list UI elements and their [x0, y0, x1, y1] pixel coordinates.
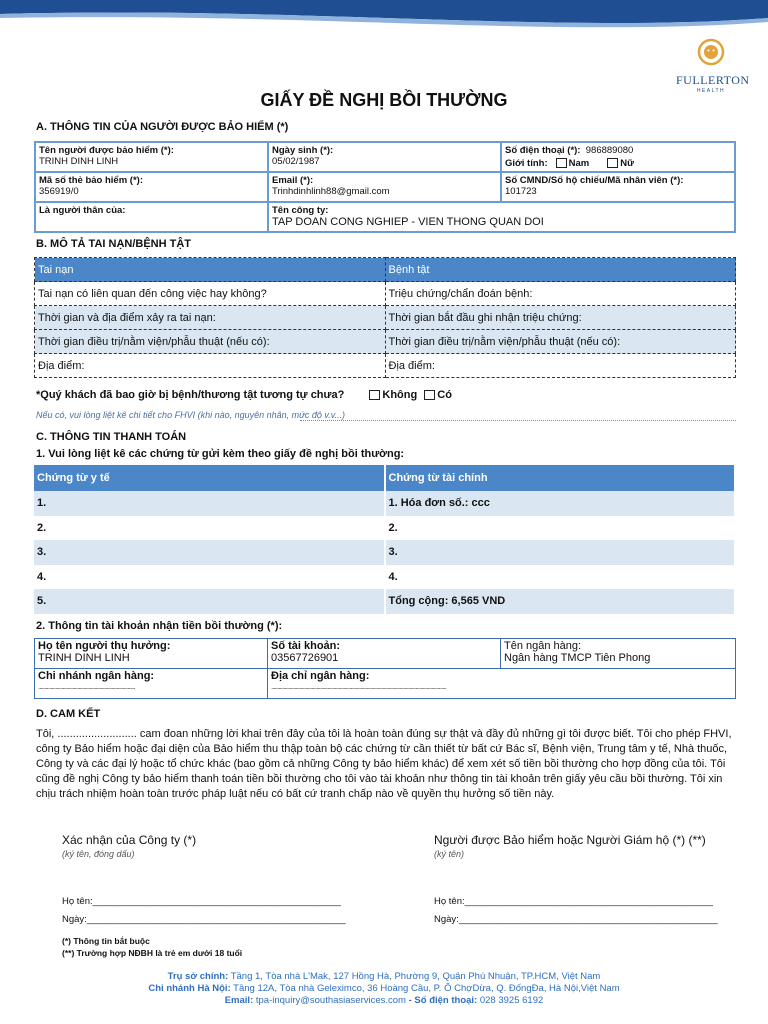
prior-illness-text: *Quý khách đã bao giờ bị bệnh/thương tật tương tự chưa? [36, 389, 345, 401]
prior-illness-detail-line[interactable] [300, 420, 736, 421]
email-label: Email (*): [272, 175, 314, 186]
insured-signature-title: Người được Bảo hiểm hoặc Người Giám hộ (*) (**) [434, 833, 706, 847]
branch-label: Chi nhánh ngân hàng: [38, 670, 155, 682]
prior-no-checkbox[interactable] [369, 390, 380, 400]
medical-doc-1[interactable]: 1. [34, 491, 385, 516]
footer-hq [0, 971, 768, 982]
footer-phone-label: - Số điện thoại: [408, 995, 478, 1006]
section-d-heading: D. CAM KẾT [36, 708, 101, 720]
prior-illness-question [36, 389, 452, 401]
brand-name: FULLERTON [676, 73, 750, 87]
footer-contact [0, 995, 768, 1006]
footer-email-label: Email: [224, 995, 254, 1006]
insured-info-table [34, 141, 736, 233]
gender-label: Giới tính: [505, 158, 548, 169]
accident-work-related[interactable]: Tai nạn có liên quan đến công việc hay không? [35, 282, 386, 306]
bank-account-table [34, 638, 736, 699]
card-label: Mã số thẻ bảo hiểm (*): [39, 175, 143, 186]
medical-doc-4[interactable]: 4. [34, 565, 385, 590]
relative-label: Là người thân của: [39, 205, 126, 216]
insured-name-line[interactable]: Họ tên:_______________________________________________ [434, 896, 713, 907]
financial-docs-header: Chứng từ tài chính [385, 465, 736, 491]
insured-signature-sub: (ký tên) [434, 849, 465, 859]
section-b-heading: B. MÔ TẢ TAI NẠN/BỆNH TẬT [36, 238, 192, 250]
company-field[interactable]: TAP DOAN CONG NGHIEP - VIEN THONG QUAN DOI [272, 216, 544, 228]
footer-phone: 028 3925 6192 [479, 995, 544, 1006]
prior-illness-note: Nếu có, vui lòng liệt kê chi tiết cho FHVI (khi nào, nguyên nhân, mức độ v.v...) [36, 410, 346, 420]
gender-female-label: Nữ [620, 158, 634, 169]
accident-location[interactable]: Địa điểm: [35, 354, 386, 378]
dob-field[interactable]: 05/02/1987 [272, 156, 320, 167]
insured-signature [434, 833, 706, 859]
incident-table [34, 257, 736, 378]
company-confirmation-sub: (ký tên, đóng dấu) [62, 849, 135, 859]
phone-label: Số điện thoại (*): [505, 145, 581, 156]
financial-total[interactable]: Tổng cộng: 6,565 VND [385, 589, 736, 614]
company-name-line[interactable]: Họ tên:_______________________________________________ [62, 896, 341, 907]
illness-onset[interactable]: Thời gian bắt đầu ghi nhận triệu chứng: [385, 306, 736, 330]
bank-address-label: Địa chỉ ngân hàng: [271, 670, 370, 682]
id-label: Số CMND/Số hộ chiếu/Mã nhân viên (*): [505, 175, 684, 186]
insured-name-label: Tên người được bảo hiểm (*): [39, 145, 174, 156]
accident-header: Tai nạn [35, 258, 386, 282]
documents-table [34, 465, 736, 614]
company-date-line[interactable]: Ngày:_________________________________________________ [62, 914, 346, 925]
prior-no-label: Không [382, 389, 418, 401]
phone-field[interactable]: 986889080 [585, 145, 634, 156]
bank-field[interactable]: Ngân hàng TMCP Tiên Phong [504, 652, 651, 664]
financial-doc-3[interactable]: 3. [385, 540, 736, 565]
page-title: GIẤY ĐỀ NGHỊ BỒI THƯỜNG [260, 90, 508, 110]
footer-email[interactable]: tpa-inquiry@southasiaservices.com [255, 995, 406, 1006]
footnote-minor: (**) Trường hợp NĐBH là trẻ em dưới 18 tuổi [62, 948, 243, 958]
insured-name-field[interactable]: TRINH DINH LINH [39, 156, 119, 167]
gender-female-checkbox[interactable] [607, 158, 618, 168]
prior-yes-checkbox[interactable] [424, 390, 435, 400]
footer-hanoi-address: Tầng 12A, Tòa nhà Geleximco, 36 Hoàng Cầu, P. Ô ChợDừa, Q. ĐốngĐa, Hà Nội,Việt Nam [233, 983, 620, 994]
accident-time-place[interactable]: Thời gian và địa điểm xảy ra tai nạn: [35, 306, 386, 330]
illness-location[interactable]: Địa điểm: [385, 354, 736, 378]
commitment-paragraph: Tôi, .......................... cam đoan những lời khai trên đây của tôi là hoàn toàn đúng sự thật và đầy đủ những gì tôi được biết. Tôi cho phép FHVI, công ty Bảo hiểm hoặc đại diện của Bảo hiểm thu thập toàn bộ các chứng từ cần thiết từ bất cứ Bác sĩ, Bệnh viện, Trung tâm y tế, Nhà thuốc, Công ty và các đại lý hoặc tổ chức khác (bao gồm cả những Công ty bảo hiểm khác) để xem xét số tiền bồi thường cho hợp đồng của tôi. Tôi cũng đề nghị Công ty bảo hiểm thanh toán tiền bồi thường cho tôi vào tài khoản như thông tin tài khoản trên giấy yêu cầu bồi thường. Tôi xin chịu trách nhiệm hoàn toàn trước pháp luật nếu có bất cứ tranh chấp nào về quyền thụ hưởng số tiền này. [36, 728, 732, 800]
financial-doc-2[interactable]: 2. [385, 516, 736, 541]
fullerton-logo [676, 38, 750, 94]
footer-hanoi [0, 983, 768, 994]
account-field[interactable]: 03567726901 [271, 652, 339, 664]
footer-hq-label: Trụ sở chính: [167, 971, 229, 982]
company-confirmation-title: Xác nhận của Công ty (*) [62, 833, 197, 847]
lion-crest-icon [697, 38, 725, 68]
illness-treatment[interactable]: Thời gian điều trị/nằm viện/phẫu thuật (nếu có): [385, 330, 736, 354]
bank-label: Tên ngân hàng: [504, 640, 582, 652]
footer-hanoi-label: Chi nhánh Hà Nội: [148, 983, 231, 994]
top-wave-decoration [0, 0, 768, 40]
card-field[interactable]: 356919/0 [39, 186, 79, 197]
financial-doc-4[interactable]: 4. [385, 565, 736, 590]
section-c-heading: C. THÔNG TIN THANH TOÁN [36, 431, 187, 443]
footnote-required: (*) Thông tin bắt buộc [62, 936, 150, 946]
company-confirmation [62, 833, 196, 859]
footer-hq-address: Tầng 1, Tòa nhà L'Mak, 127 Hồng Hà, Phường 9, Quận Phú Nhuận, TP.HCM, Việt Nam [230, 971, 601, 982]
bank-address-field[interactable]: ............................................................................................................................................... [271, 682, 446, 691]
section-a-heading: A. THÔNG TIN CỦA NGƯỜI ĐƯỢC BẢO HIỂM (*) [36, 121, 289, 133]
beneficiary-label: Họ tên người thụ hưởng: [38, 640, 171, 652]
account-instruction: 2. Thông tin tài khoản nhận tiền bồi thường (*): [36, 620, 283, 632]
email-field[interactable]: Trinhdinhlinh88@gmail.com [272, 186, 390, 197]
documents-instruction: 1. Vui lòng liệt kê các chứng từ gửi kèm theo giấy đề nghị bồi thường: [36, 448, 405, 460]
medical-docs-header: Chứng từ y tế [34, 465, 385, 491]
company-label: Tên công ty: [272, 205, 329, 216]
prior-yes-label: Có [437, 389, 452, 401]
medical-doc-5[interactable]: 5. [34, 589, 385, 614]
beneficiary-field[interactable]: TRINH DINH LINH [38, 652, 130, 664]
accident-treatment[interactable]: Thời gian điều trị/nằm viện/phẫu thuật (nếu có): [35, 330, 386, 354]
medical-doc-2[interactable]: 2. [34, 516, 385, 541]
illness-header: Bệnh tật [385, 258, 736, 282]
dob-label: Ngày sinh (*): [272, 145, 334, 156]
brand-sub: HEALTH [696, 88, 726, 94]
financial-doc-1[interactable]: 1. Hóa đơn số.: ccc [385, 491, 736, 516]
gender-male-checkbox[interactable] [556, 158, 567, 168]
illness-diagnosis[interactable]: Triệu chứng/chẩn đoán bệnh: [385, 282, 736, 306]
account-label: Số tài khoản: [271, 640, 341, 652]
id-field[interactable]: 101723 [505, 186, 537, 197]
gender-male-label: Nam [568, 158, 590, 169]
insured-date-line[interactable]: Ngày:_________________________________________________ [434, 914, 718, 925]
branch-field[interactable]: ............................................................................... [38, 682, 135, 691]
medical-doc-3[interactable]: 3. [34, 540, 385, 565]
